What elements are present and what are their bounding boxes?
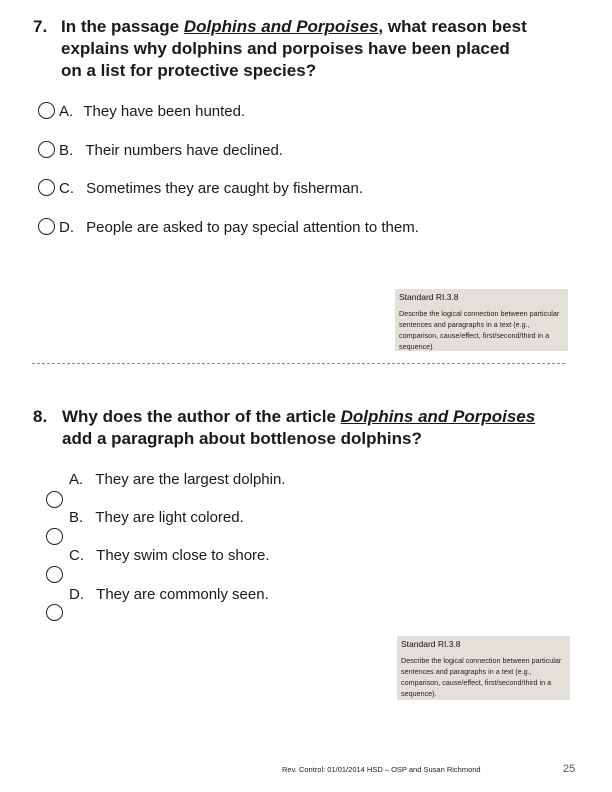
question-7-text-post: , what reason best explains why dolphins and porpoises have been placed on a list for protective species? [61,17,527,80]
choice-8b [69,509,244,527]
answer-bubble-8d[interactable] [46,604,63,621]
choice-7c [59,180,363,198]
answer-bubble-7a[interactable] [38,102,55,119]
choice-7b [59,142,283,160]
question-8-text-pre: Why does the author of the article [62,407,341,426]
choice-7d [59,219,419,237]
choice-8a [69,471,285,489]
choice-8c [69,547,270,565]
standard-title: Standard RI.3.8 [401,639,461,649]
choice-letter: A. [59,103,74,120]
choice-letter: B. [69,509,84,526]
choice-text: Their numbers have declined. [85,142,283,159]
choice-letter: D. [69,586,84,603]
question-8-text [62,406,552,450]
standard-box-q7 [395,289,568,351]
question-8-article-title: Dolphins and Porpoises [340,407,536,426]
question-7-number: 7. [33,17,48,36]
standard-box-q8 [397,636,570,700]
answer-bubble-7d[interactable] [38,218,55,235]
question-7-article-title: Dolphins and Porpoises [183,17,379,36]
choice-text: They are the largest dolphin. [95,471,286,488]
question-8-number: 8. [33,407,48,426]
choice-letter: C. [59,180,74,197]
choice-letter: D. [59,219,74,236]
choice-letter: B. [59,142,74,159]
answer-bubble-8c[interactable] [46,566,63,583]
standard-description: Describe the logical connection between particular sentences and paragraphs in a text (e.g., comparison, cause/effect, first/second/third in a sequence). [401,656,562,698]
choice-8d [69,586,269,604]
choice-text: Sometimes they are caught by fisherman. [86,180,363,197]
question-7-text-pre: In the passage [61,17,184,36]
answer-bubble-7b[interactable] [38,141,55,158]
choice-7a [59,103,245,121]
standard-title: Standard RI.3.8 [399,292,459,302]
choice-text: They are commonly seen. [96,586,269,603]
choice-text: They swim close to shore. [96,547,270,564]
choice-text: People are asked to pay special attention to them. [86,219,419,236]
choice-text: They have been hunted. [83,103,246,120]
choice-letter: A. [69,471,84,488]
answer-bubble-7c[interactable] [38,179,55,196]
answer-bubble-8a[interactable] [46,491,63,508]
answer-bubble-8b[interactable] [46,528,63,545]
footer-revision: Rev. Control: 01/01/2014 HSD – OSP and Susan Richmond [282,765,481,774]
choice-text: They are light colored. [95,509,244,526]
question-7-text [61,16,531,82]
page-number: 25 [563,763,576,775]
section-divider [32,363,565,364]
choice-letter: C. [69,547,84,564]
standard-description: Describe the logical connection between particular sentences and paragraphs in a text (e.g., comparison, cause/effect, first/second/third in a sequence). [399,309,560,351]
question-8-text-post: add a paragraph about bottlenose dolphins? [62,429,422,448]
